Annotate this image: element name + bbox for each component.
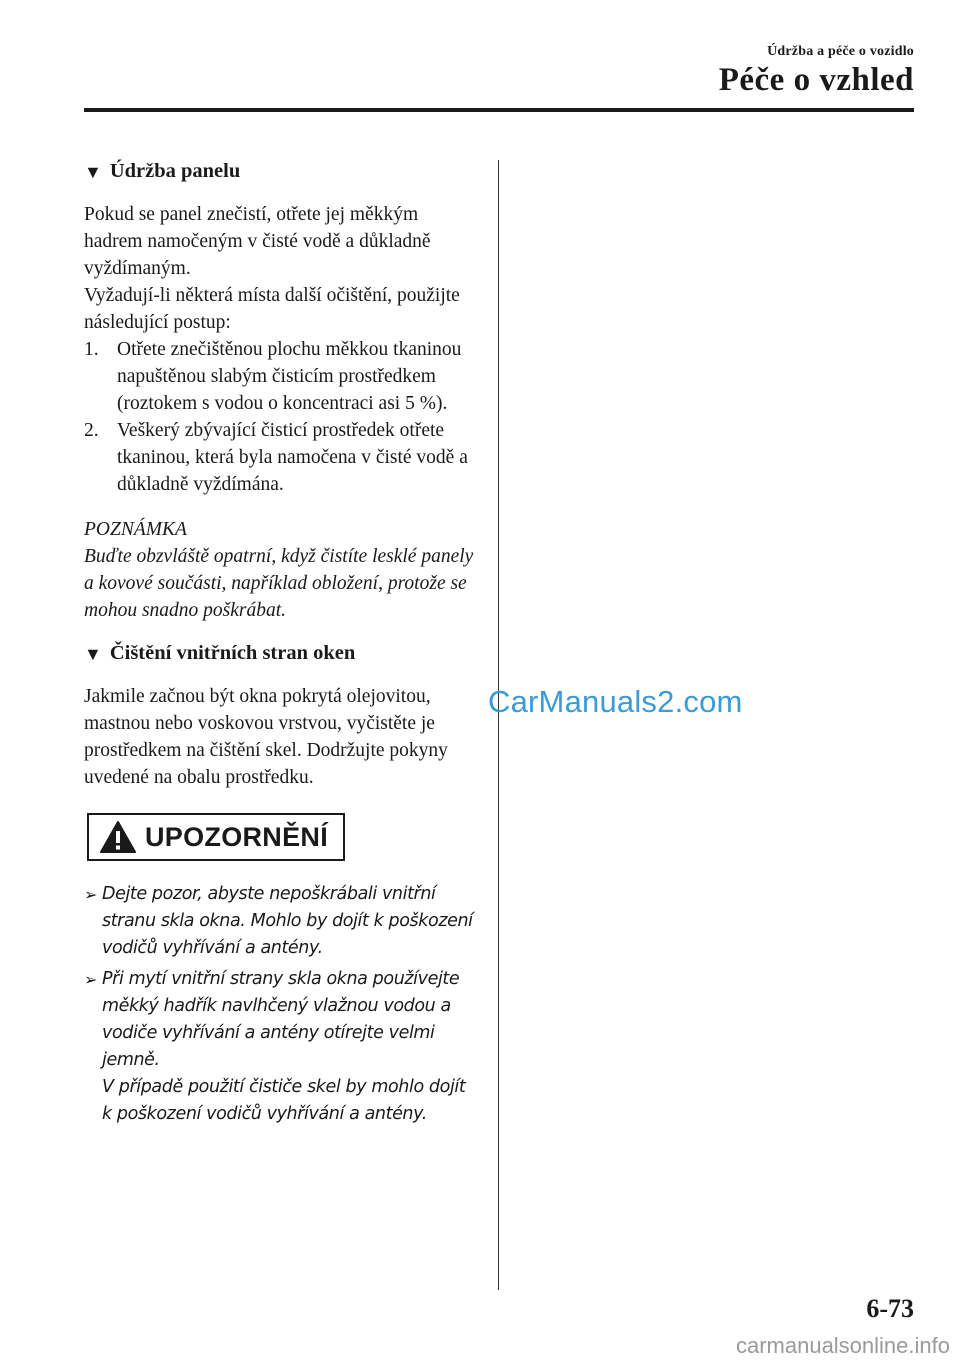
left-column (84, 158, 474, 1132)
step-text: Veškerý zbývající čisticí prostředek otřete tkaninou, která byla namočena v čisté vodě a důkladně vyždímána. (117, 420, 468, 495)
paragraph: Vyžadují-li některá místa další očištění, použijte následující postup: (84, 285, 460, 333)
watermark-text: CarManuals2.com (488, 684, 743, 719)
warning-text: Dejte pozor, abyste nepoškrábali vnitřní stranu skla okna. Mohlo by dojít k poškození vodičů vyhřívání a antény. (102, 884, 473, 958)
running-header-title: Péče o vzhled (718, 62, 914, 98)
warning-text-continued: V případě použití čističe skel by mohlo dojít k poškození vodičů vyhřívání a antény. (102, 1077, 466, 1124)
warning-banner (87, 813, 345, 861)
running-header-subtitle: Údržba a péče o vozidlo (767, 44, 914, 59)
steps-list (84, 336, 474, 498)
section-heading-text: Čištění vnitřních stran oken (109, 642, 356, 664)
section-heading-panel-care (84, 158, 474, 185)
section-heading-window-cleaning (84, 640, 474, 667)
step-number: 1. (84, 339, 99, 360)
step-number: 2. (84, 420, 99, 441)
arrow-bullet-icon: ➢ (84, 885, 98, 904)
warning-triangle-icon (99, 820, 137, 854)
triangle-bullet-icon: ▼ (84, 162, 102, 182)
triangle-bullet-icon: ▼ (84, 644, 102, 664)
footer-watermark: carmanualsonline.info (735, 1333, 950, 1358)
note-text: Buďte obzvláště opatrní, když čistíte lesklé panely a kovové součásti, například obložení, protože se mohou snadno poškrábat. (84, 546, 474, 621)
paragraph: Pokud se panel znečistí, otřete jej měkkým hadrem namočeným v čisté vodě a důkladně vyždímaným. (84, 204, 431, 279)
list-item (84, 417, 474, 498)
note-block (84, 516, 474, 624)
list-item (84, 336, 474, 417)
page-number: 6-73 (866, 1294, 914, 1323)
list-item (84, 966, 474, 1128)
column-divider (498, 160, 499, 1290)
list-item (84, 881, 474, 962)
header-rule (84, 108, 914, 112)
section-heading-text: Údržba panelu (109, 160, 241, 182)
warning-list (84, 881, 474, 1128)
warning-item-body (102, 966, 474, 1128)
warning-text: Při mytí vnitřní strany skla okna používejte měkký hadřík navlhčený vlažnou vodou a vodiče vyhřívání a antény otírejte velmi jemně. (102, 969, 460, 1070)
paragraph: Jakmile začnou být okna pokrytá olejovitou, mastnou nebo voskovou vrstvou, vyčistěte je prostředkem na čištění skel. Dodržujte pokyny uvedené na obalu prostředku. (84, 686, 448, 788)
step-text: Otřete znečištěnou plochu měkkou tkaninou napuštěnou slabým čisticím prostředkem (roztokem s vodou o koncentraci asi 5 %). (117, 339, 462, 414)
note-label: POZNÁMKA (84, 519, 187, 540)
arrow-bullet-icon: ➢ (84, 970, 98, 989)
warning-label: UPOZORNĚNÍ (145, 821, 329, 852)
